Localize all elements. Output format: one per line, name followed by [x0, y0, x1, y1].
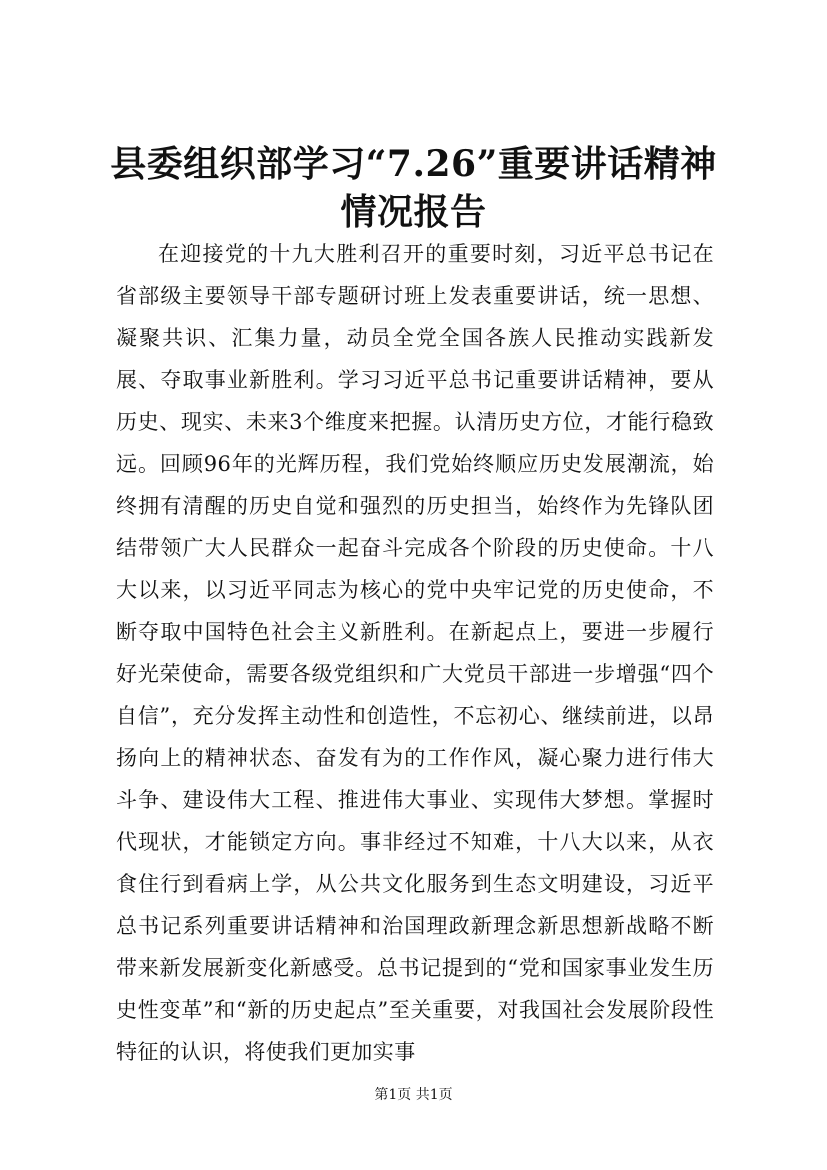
page-footer: 第1页 共1页 — [374, 1087, 453, 1103]
document-title: 县委组织部学习“7.26”重要讲话精神情况报告 — [110, 143, 717, 233]
body-paragraph: 在迎接党的十九大胜利召开的重要时刻，习近平总书记在省部级主要领导干部专题研讨班上发表重要讲话，统一思想、凝聚共识、汇集力量，动员全党全国各族人民推动实践新发展、夺取事业新胜利。学习习近平总书记重要讲话精神，要从历史、现实、未来3个维度来把握。认清历史方位，才能行稳致远。回顾96年的光辉历程，我们党始终顺应历史发展潮流，始终拥有清醒的历史自觉和强烈的历史担当，始终作为先锋队团结带领广大人民群众一起奋斗完成各个阶段的历史使命。十八大以来，以习近平同志为核心的党中央牢记党的历史使命，不断夺取中国特色社会主义新胜利。在新起点上，要进一步履行好光荣使命，需要各级党组织和广大党员干部进一步增强“四个自信”，充分发挥主动性和创造性，不忘初心、继续前进，以昂扬向上的精神状态、奋发有为的工作作风，凝心聚力进行伟大斗争、建设伟大工程、推进伟大事业、实现伟大梦想。掌握时代现状，才能锁定方向。事非经过不知难，十八大以来，从衣食住行到看病上学，从公共文化服务到生态文明建设，习近平总书记系列重要讲话精神和治国理政新理念新思想新战略不断带来新发展新变化新感受。总书记提到的“党和国家事业发生历史性变革”和“新的历史起点”至关重要，对我国社会发展阶段性特征的认识，将使我们更加实事 — [116, 242, 714, 1064]
